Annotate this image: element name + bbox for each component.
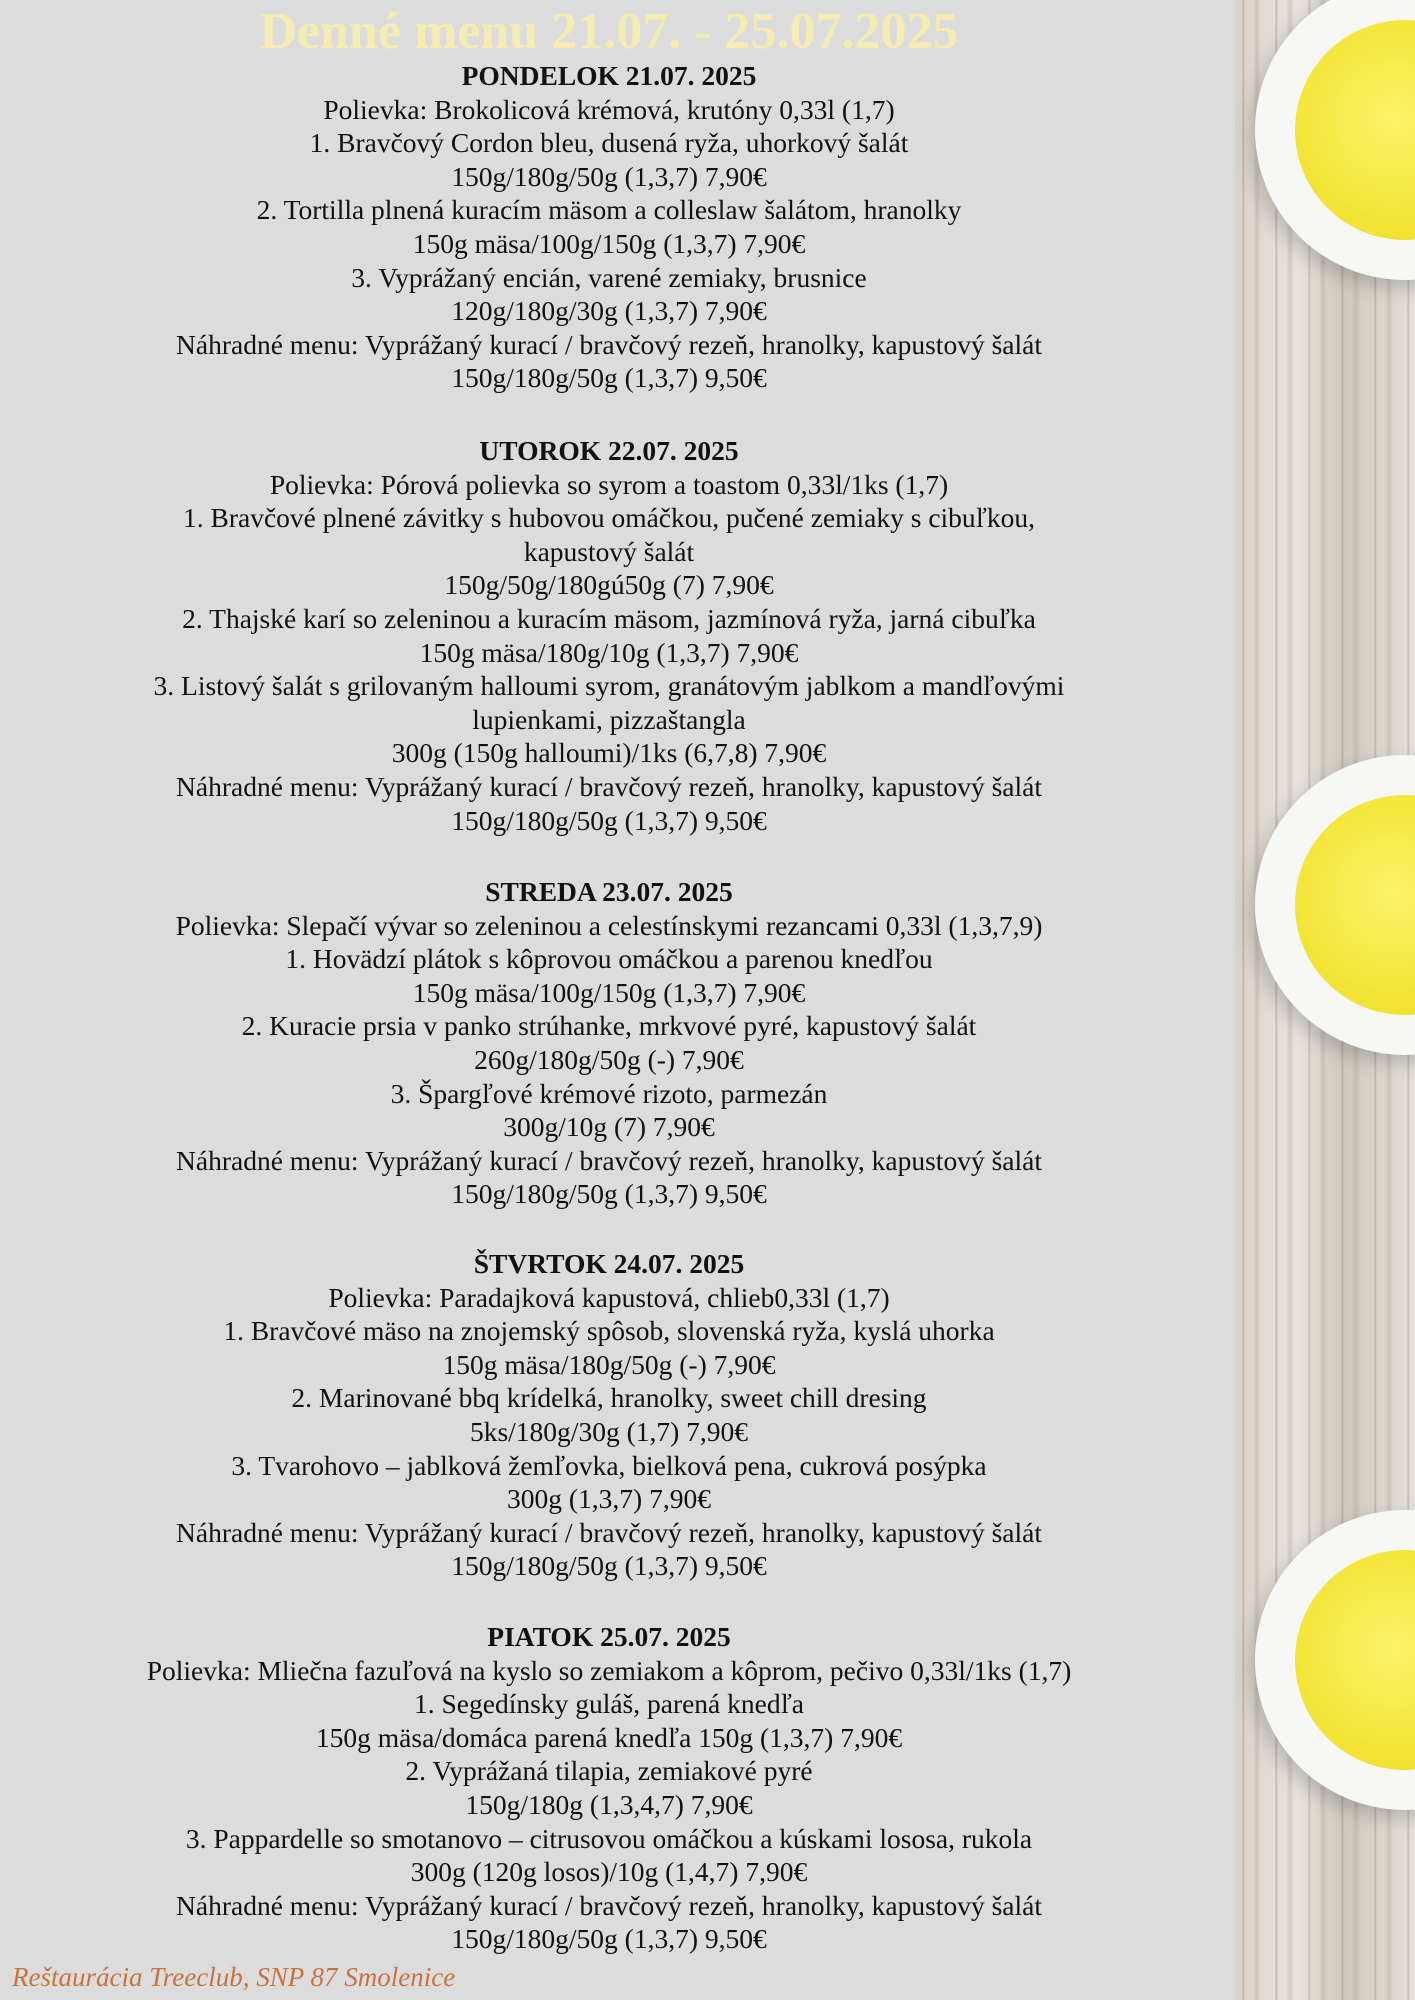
menu-line: 5ks/180g/30g (1,7) 7,90€ — [469, 1415, 749, 1447]
menu-line: 150g/180g (1,3,4,7) 7,90€ — [465, 1788, 753, 1820]
day-heading: PIATOK 25.07. 2025 — [487, 1621, 731, 1652]
menu-line: 2. Kuracie prsia v panko strúhanke, mrkvové pyré, kapustový šalát — [241, 1010, 977, 1042]
menu-line: 120g/180g/30g (1,3,7) 7,90€ — [451, 295, 767, 327]
menu-line: 260g/180g/50g (-) 7,90€ — [474, 1043, 744, 1075]
page-title: Denné menu 21.07. - 25.07.2025 — [259, 3, 959, 60]
menu-line: Náhradné menu: Vyprážaný kurací / bravčový rezeň, hranolky, kapustový šalát — [176, 328, 1042, 360]
menu-line: Polievka: Paradajková kapustová, chlieb0,33l (1,7) — [328, 1281, 890, 1313]
day-block-friday — [0, 1620, 1218, 1956]
soup-bowl-image — [1255, 0, 1415, 280]
menu-line: 150g/180g/50g (1,3,7) 9,50€ — [451, 1550, 767, 1582]
menu-line: 150g/180g/50g (1,3,7) 9,50€ — [451, 362, 767, 394]
menu-line: 150g mäsa/180g/10g (1,3,7) 7,90€ — [419, 636, 799, 668]
day-block-tuesday — [0, 434, 1218, 837]
menu-line: 2. Marinované bbq krídelká, hranolky, sweet chill dresing — [291, 1382, 927, 1414]
menu-line: 300g (1,3,7) 7,90€ — [507, 1483, 711, 1515]
menu-line: 3. Listový šalát s grilovaným halloumi syrom, granátovým jablkom a mandľovými — [153, 670, 1065, 702]
menu-line: 1. Bravčový Cordon bleu, dusená ryža, uhorkový šalát — [309, 127, 909, 159]
menu-line: Polievka: Pórová polievka so syrom a toastom 0,33l/1ks (1,7) — [269, 468, 949, 500]
menu-line: 1. Hovädzí plátok s kôprovou omáčkou a parenou knedľou — [285, 943, 933, 975]
wood-background-decoration — [1235, 0, 1415, 2000]
menu-line: 3. Špargľové krémové rizoto, parmezán — [390, 1077, 828, 1109]
menu-line: 150g/180g/50g (1,3,7) 9,50€ — [451, 1178, 767, 1210]
day-block-thursday — [0, 1247, 1218, 1583]
menu-line: 1. Bravčové mäso na znojemský spôsob, slovenská ryža, kyslá uhorka — [223, 1315, 995, 1347]
menu-line: 1. Segedínsky guláš, parená knedľa — [414, 1688, 804, 1720]
menu-line: 150g mäsa/180g/50g (-) 7,90€ — [442, 1348, 776, 1380]
menu-line: 300g (150g halloumi)/1ks (6,7,8) 7,90€ — [391, 737, 827, 769]
menu-line: Náhradné menu: Vyprážaný kurací / bravčový rezeň, hranolky, kapustový šalát — [176, 1889, 1042, 1921]
day-heading: UTOROK 22.07. 2025 — [479, 435, 739, 466]
menu-line: 3. Tvarohovo – jablková žemľovka, bielková pena, cukrová posýpka — [231, 1449, 987, 1481]
day-heading: PONDELOK 21.07. 2025 — [461, 60, 757, 91]
menu-line: 150g/180g/50g (1,3,7) 9,50€ — [451, 804, 767, 836]
day-block-wednesday — [0, 875, 1218, 1211]
menu-line: Polievka: Brokolicová krémová, krutóny 0,33l (1,7) — [323, 93, 895, 125]
menu-line: 3. Pappardelle so smotanovo – citrusovou omáčkou a kúskami lososa, rukola — [185, 1822, 1033, 1854]
menu-line: 150g mäsa/domáca parená knedľa 150g (1,3,7) 7,90€ — [315, 1721, 903, 1753]
day-heading: STREDA 23.07. 2025 — [485, 876, 733, 907]
restaurant-footer: Reštaurácia Treeclub, SNP 87 Smolenice — [12, 1962, 456, 1992]
menu-line: kapustový šalát — [523, 535, 695, 567]
soup-bowl-image — [1255, 755, 1415, 1055]
menu-line: 300g (120g losos)/10g (1,4,7) 7,90€ — [410, 1856, 808, 1888]
menu-line: Náhradné menu: Vyprážaný kurací / bravčový rezeň, hranolky, kapustový šalát — [176, 1516, 1042, 1548]
menu-line: 150g/180g/50g (1,3,7) 9,50€ — [451, 1923, 767, 1955]
menu-line: 1. Bravčové plnené závitky s hubovou omáčkou, pučené zemiaky s cibuľkou, — [183, 502, 1035, 534]
menu-line: 150g/180g/50g (1,3,7) 7,90€ — [451, 160, 767, 192]
menu-line: 2. Thajské karí so zeleninou a kuracím mäsom, jazmínová ryža, jarná cibuľka — [182, 602, 1036, 634]
menu-line: 2. Tortilla plnená kuracím mäsom a colleslaw šalátom, hranolky — [256, 194, 962, 226]
menu-line: 150g mäsa/100g/150g (1,3,7) 7,90€ — [412, 227, 806, 259]
menu-line: 3. Vyprážaný encián, varené zemiaky, brusnice — [351, 261, 867, 293]
menu-line: 150g mäsa/100g/150g (1,3,7) 7,90€ — [412, 976, 806, 1008]
menu-line: lupienkami, pizzaštangla — [472, 703, 746, 735]
day-heading: ŠTVRTOK 24.07. 2025 — [473, 1248, 745, 1279]
menu-line: Polievka: Slepačí vývar so zeleninou a celestínskymi rezancami 0,33l (1,3,7,9) — [175, 909, 1043, 941]
menu-line: 2. Vyprážaná tilapia, zemiakové pyré — [405, 1755, 813, 1787]
menu-line: 150g/50g/180gú50g (7) 7,90€ — [444, 569, 774, 601]
menu-line: Polievka: Mliečna fazuľová na kyslo so zemiakom a kôprom, pečivo 0,33l/1ks (1,7) — [146, 1654, 1072, 1686]
menu-line: Náhradné menu: Vyprážaný kurací / bravčový rezeň, hranolky, kapustový šalát — [176, 1144, 1042, 1176]
menu-line: 300g/10g (7) 7,90€ — [503, 1111, 715, 1143]
soup-bowl-image — [1255, 1510, 1415, 1810]
menu-line: Náhradné menu: Vyprážaný kurací / bravčový rezeň, hranolky, kapustový šalát — [176, 770, 1042, 802]
day-block-monday — [0, 59, 1218, 395]
